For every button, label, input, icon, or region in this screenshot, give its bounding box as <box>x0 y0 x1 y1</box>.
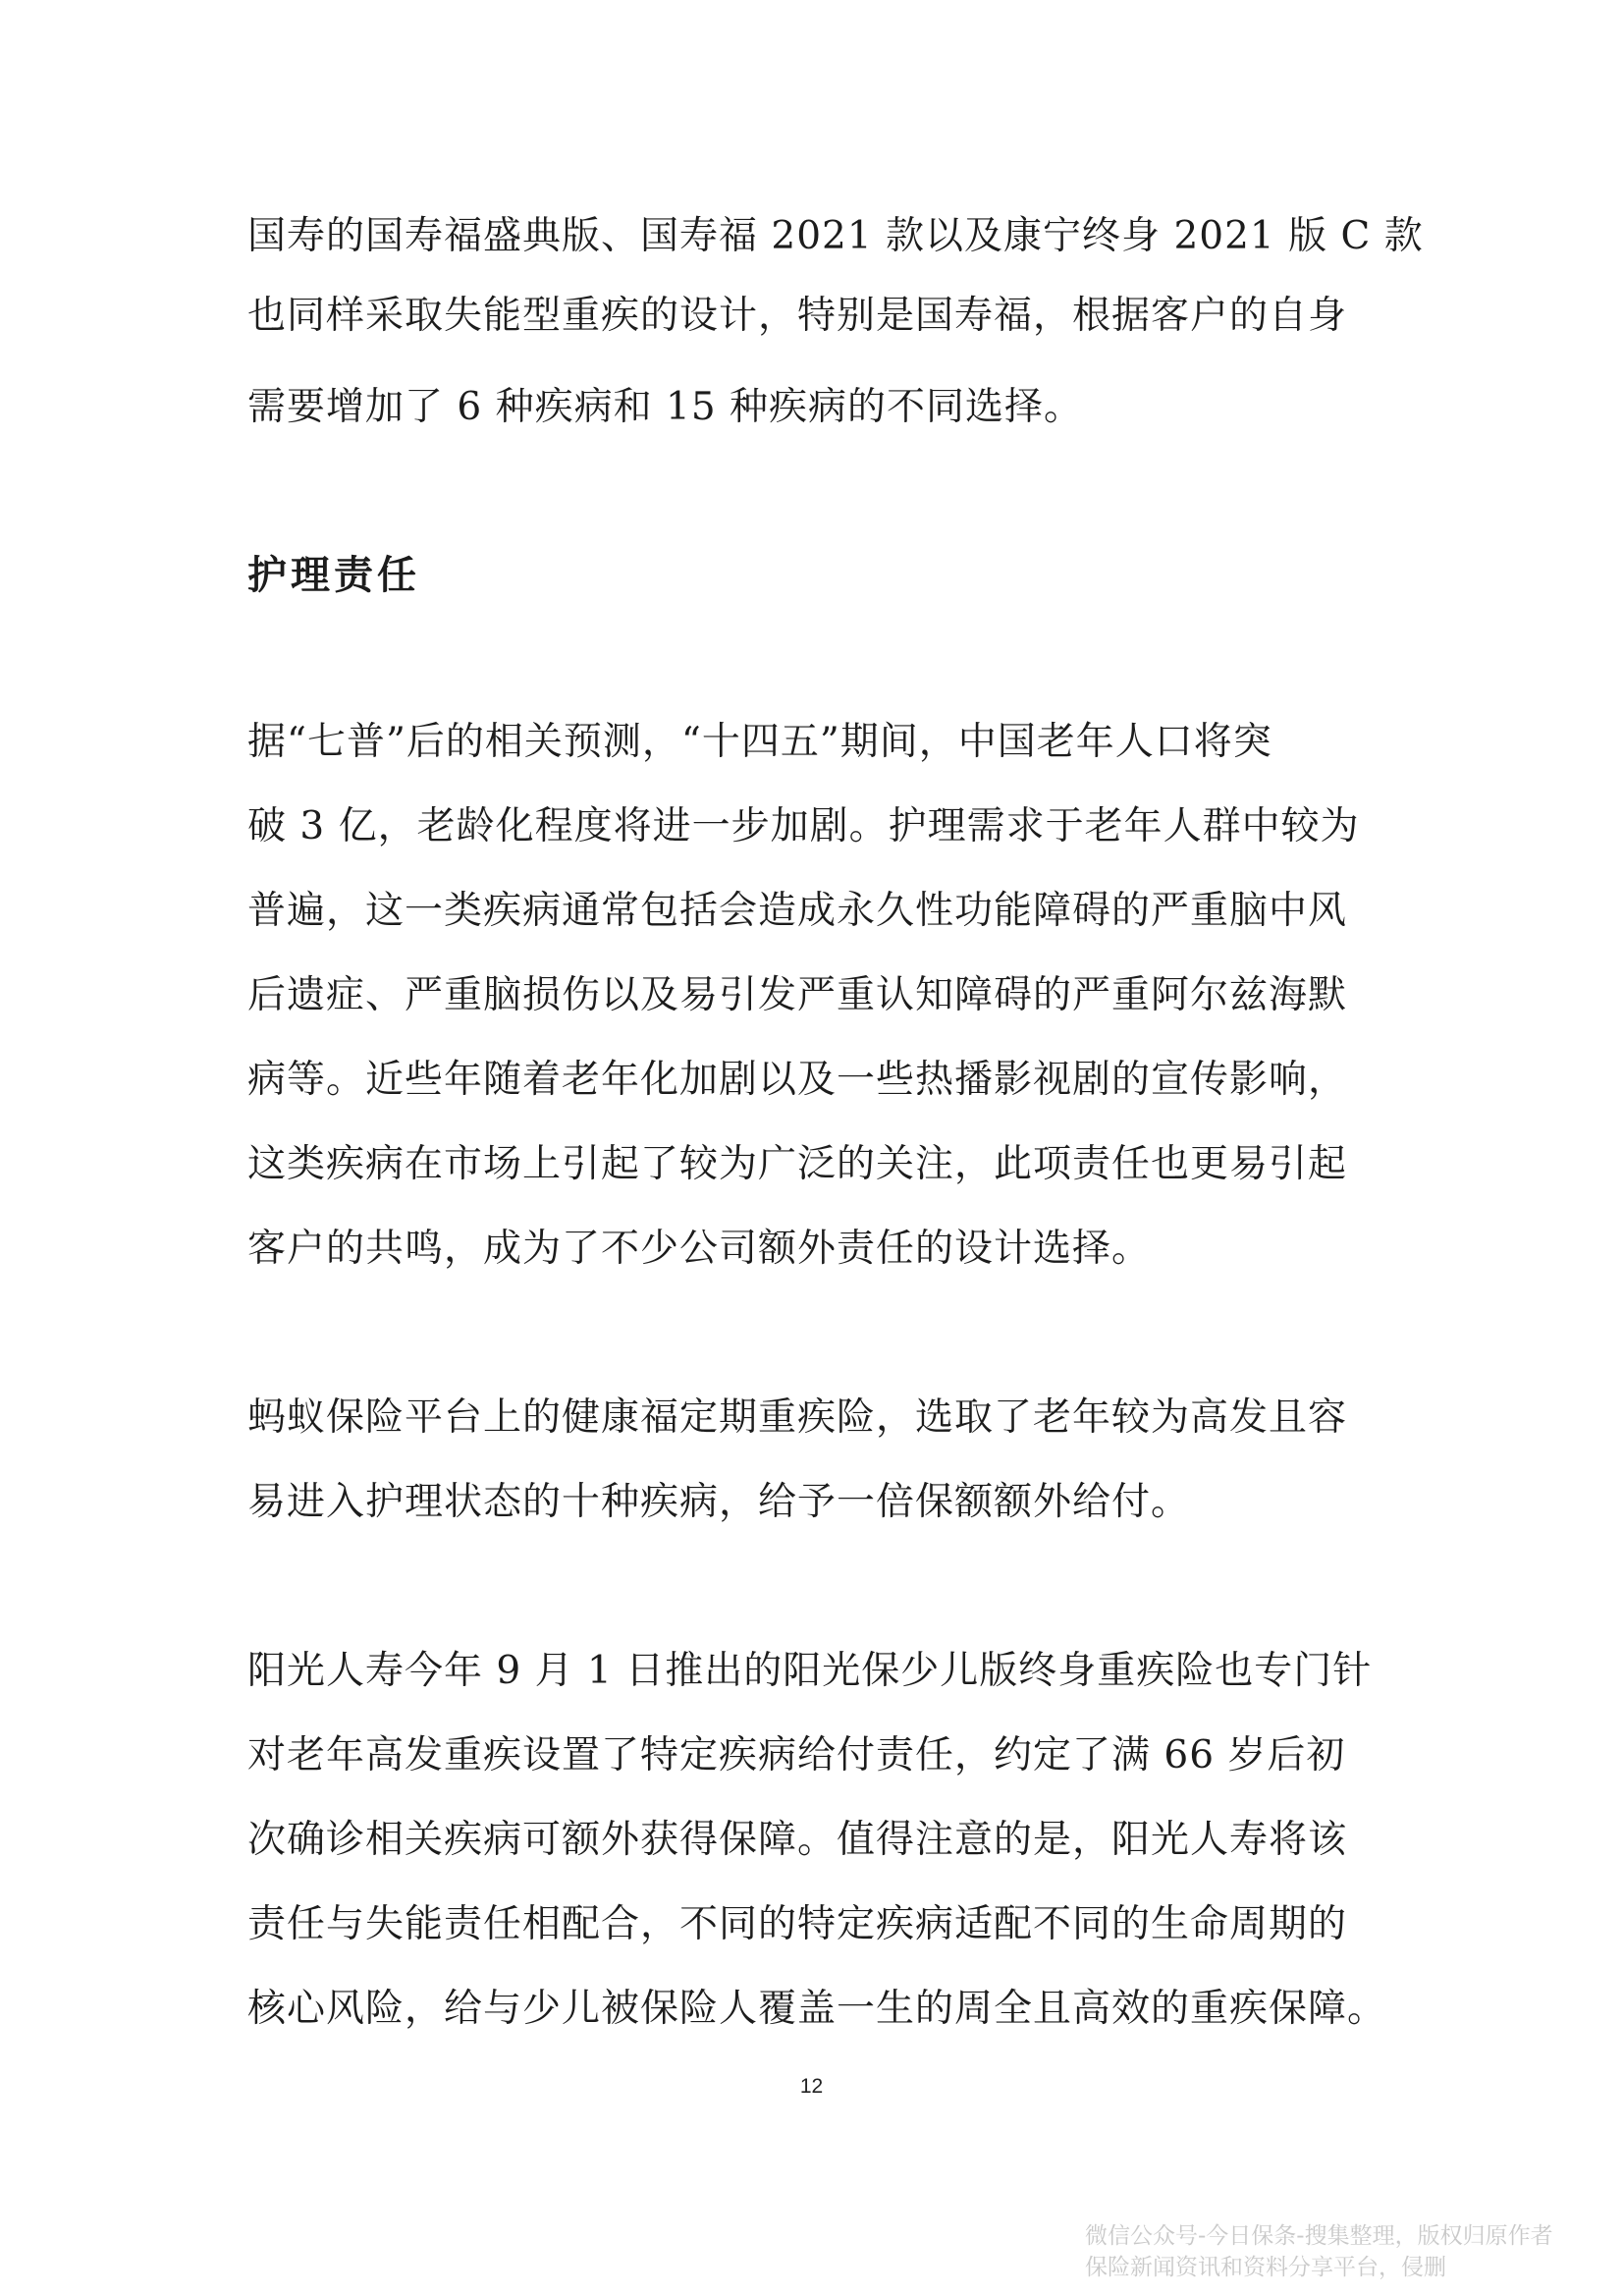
paragraph-line: 责任与失能责任相配合，不同的特定疾病适配不同的生命周期的 <box>247 1902 1348 1946</box>
watermark-line: 保险新闻资讯和资料分享平台，侵删 <box>1085 2255 1446 2280</box>
paragraph-line: 阳光人寿今年 9 月 1 日推出的阳光保少儿版终身重疾险也专门针 <box>247 1649 1373 1693</box>
page-number: 12 <box>799 2075 824 2098</box>
paragraph-line: 核心风险，给与少儿被保险人覆盖一生的周全且高效的重疾保障。 <box>247 1987 1387 2031</box>
section-heading: 护理责任 <box>247 553 420 598</box>
paragraph-line: 客户的共鸣，成为了不少公司额外责任的设计选择。 <box>247 1227 1152 1271</box>
paragraph-line: 后遗症、严重脑损伤以及易引发严重认知障碍的严重阿尔兹海默 <box>247 973 1348 1017</box>
paragraph-line: 次确诊相关疾病可额外获得保障。值得注意的是，阳光人寿将该 <box>247 1818 1348 1862</box>
paragraph-line: 易进入护理状态的十种疾病，给予一倍保额额外给付。 <box>247 1480 1191 1524</box>
paragraph-line: 也同样采取失能型重疾的设计，特别是国寿福，根据客户的自身 <box>247 294 1348 338</box>
paragraph-line: 破 3 亿，老龄化程度将进一步加剧。护理需求于老年人群中较为 <box>247 804 1360 848</box>
paragraph-line: 国寿的国寿福盛典版、国寿福 2021 款以及康宁终身 2021 版 C 款 <box>247 214 1424 258</box>
paragraph-line: 病等。近些年随着老年化加剧以及一些热播影视剧的宣传影响， <box>247 1058 1348 1102</box>
paragraph-line: 需要增加了 6 种疾病和 15 种疾病的不同选择。 <box>247 385 1084 429</box>
paragraph-line: 普遍，这一类疾病通常包括会造成永久性功能障碍的严重脑中风 <box>247 889 1348 933</box>
paragraph-line: 蚂蚁保险平台上的健康福定期重疾险，选取了老年较为高发且容 <box>247 1395 1348 1440</box>
paragraph-line: 这类疾病在市场上引起了较为广泛的关注，此项责任也更易引起 <box>247 1142 1348 1186</box>
paragraph-line: 对老年高发重疾设置了特定疾病给付责任，约定了满 66 岁后初 <box>247 1733 1346 1777</box>
watermark-line: 微信公众号-今日保条-搜集整理，版权归原作者 <box>1085 2223 1553 2249</box>
paragraph-line: 据“七普”后的相关预测，“十四五”期间，中国老年人口将突 <box>247 720 1272 764</box>
